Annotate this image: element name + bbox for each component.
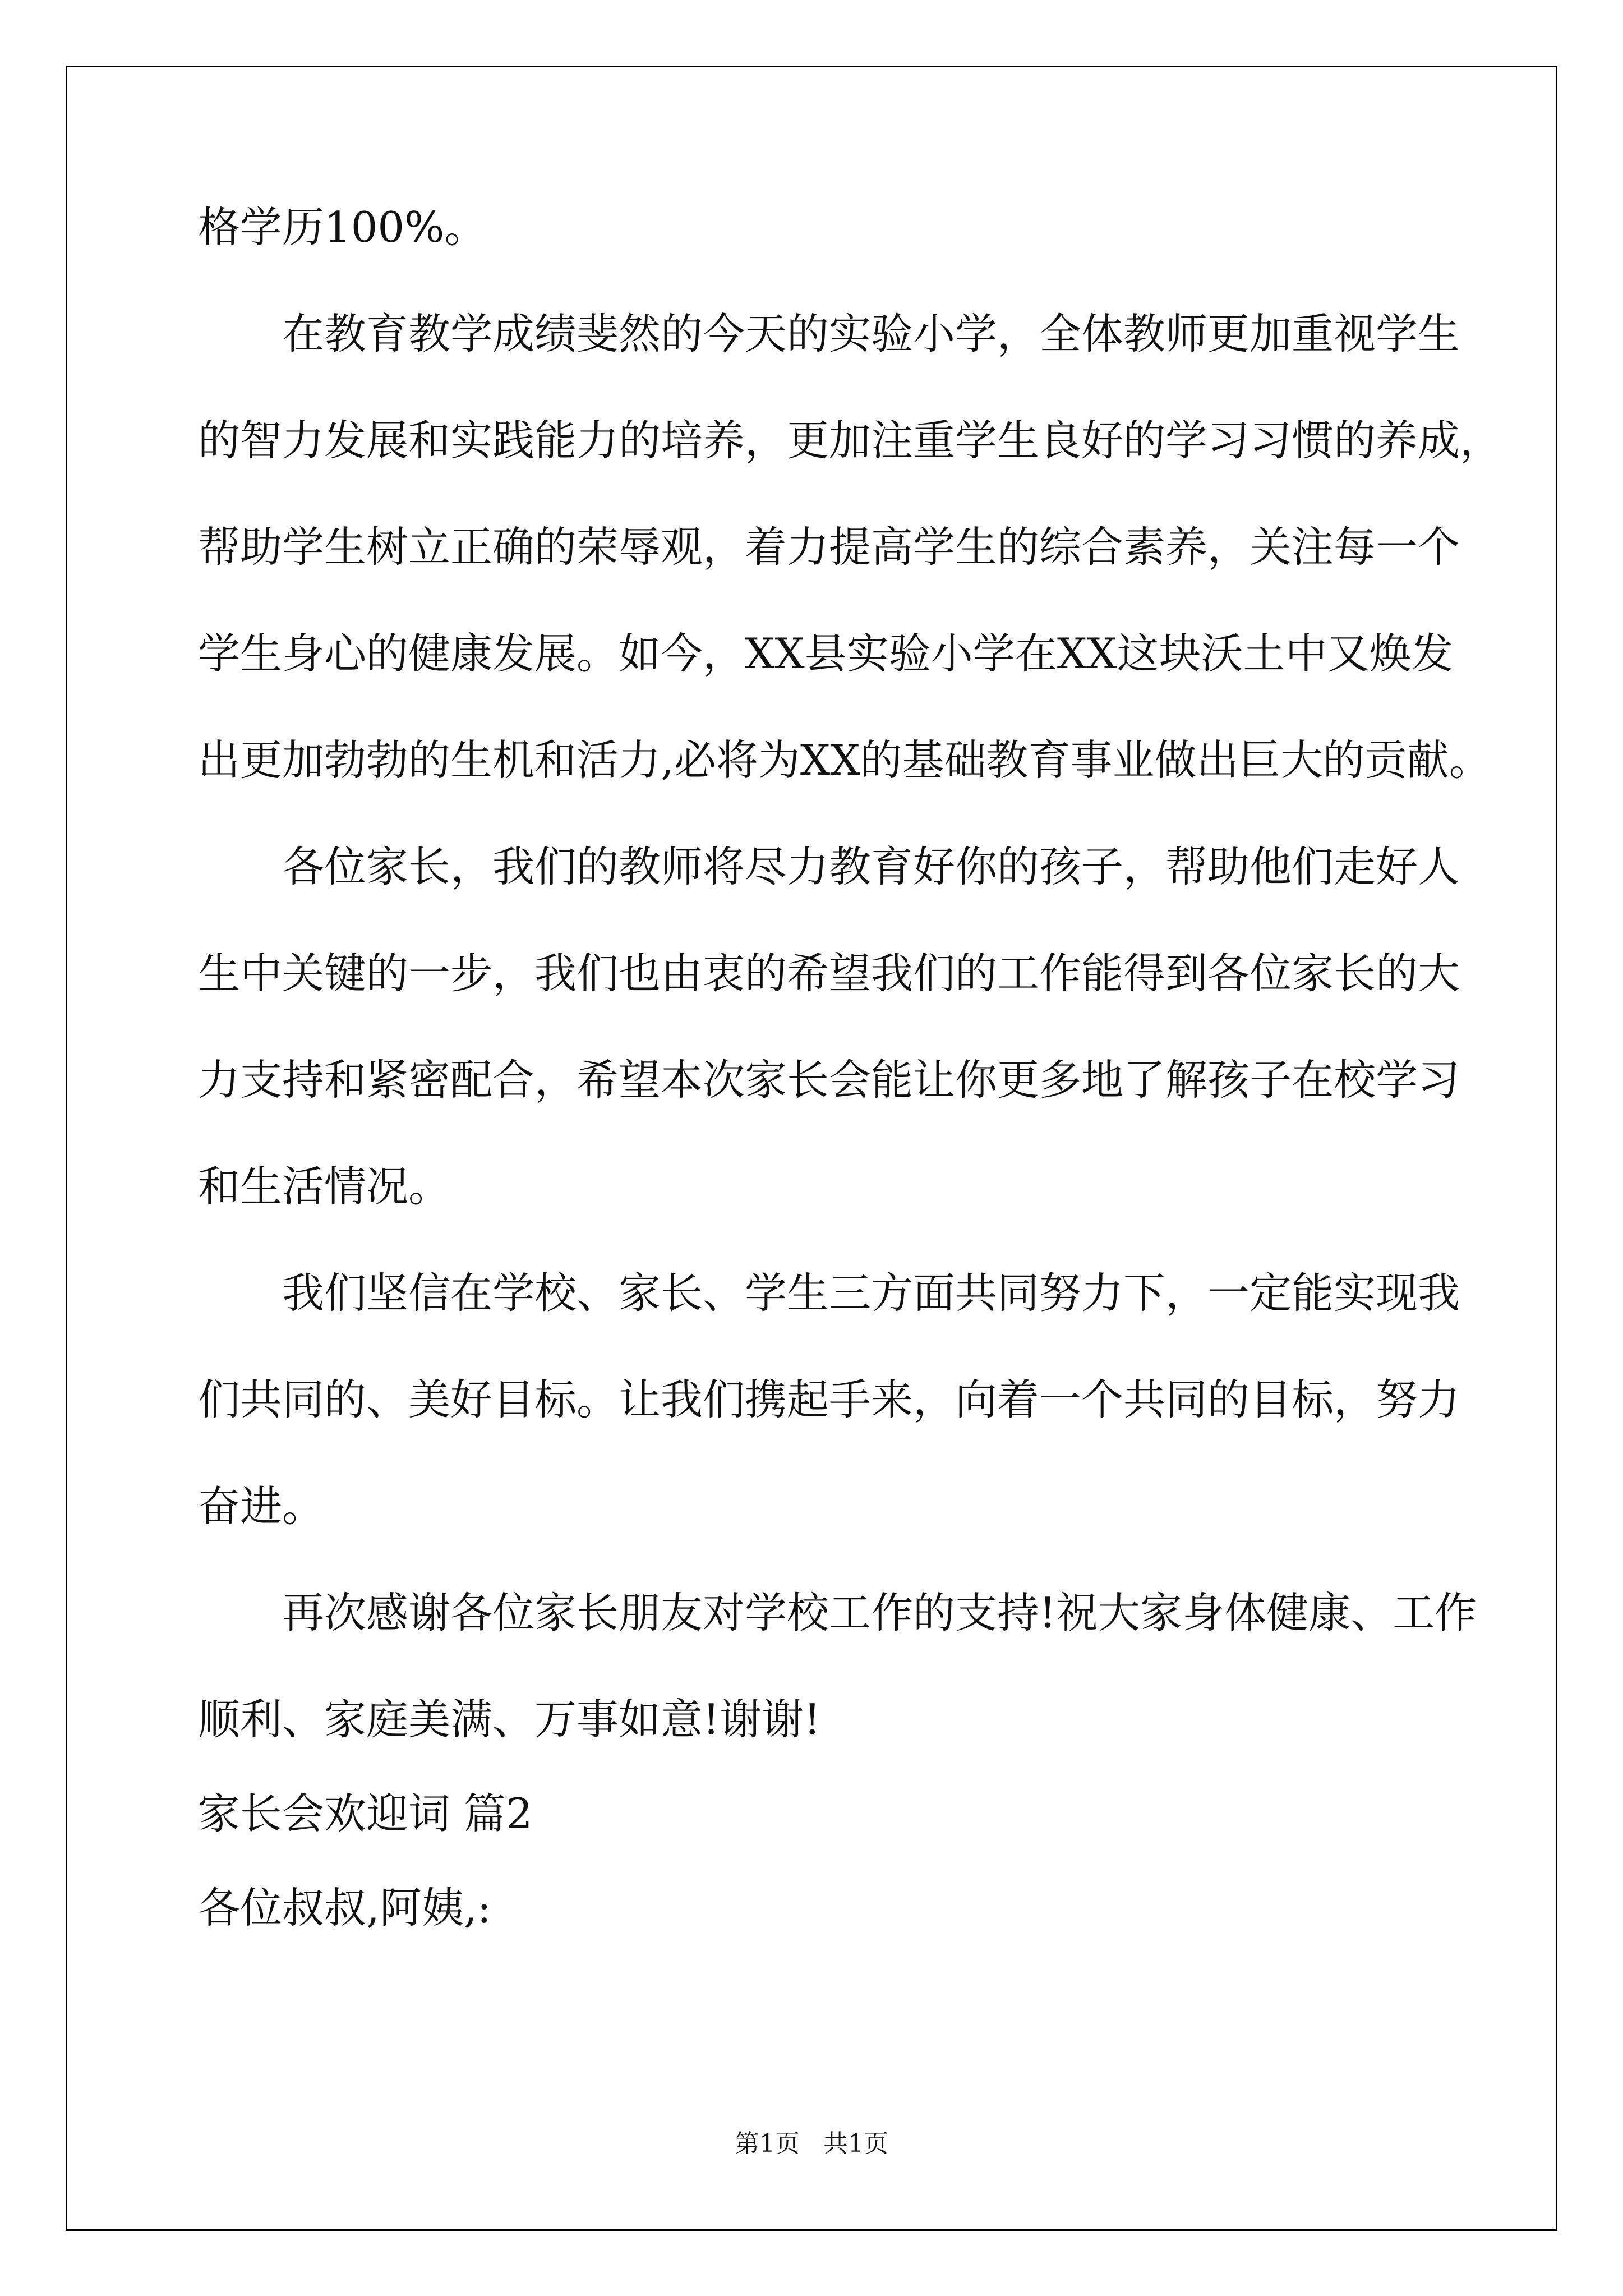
text-line: 奋进。 [198,1481,325,1531]
paragraph-start-line: 再次感谢各位家长朋友对学校工作的支持!祝大家身体健康、工作 [282,1588,1477,1637]
page-number-footer: 第1页 共1页 [735,2129,888,2158]
text-line: 的智力发展和实践能力的培养，更加注重学生良好的学习习惯的养成， [198,416,1502,465]
text-line: 帮助学生树立正确的荣辱观，着力提高学生的综合素养，关注每一个 [198,522,1460,572]
text-line: 们共同的、美好目标。让我们携起手来，向着一个共同的目标，努力 [198,1375,1460,1424]
text-line: 学生身心的健康发展。如今，XX县实验小学在XX这块沃土中又焕发 [198,629,1454,678]
text-line: 格学历100%。 [198,203,487,252]
text-line: 顺利、家庭美满、万事如意!谢谢! [198,1695,821,1744]
paragraph-start-line: 我们坚信在学校、家长、学生三方面共同努力下，一定能实现我 [282,1268,1460,1318]
text-line: 出更加勃勃的生机和活力,必将为XX的基础教育事业做出巨大的贡献。 [198,735,1491,785]
paragraph-start-line: 各位家长，我们的教师将尽力教育好你的孩子，帮助他们走好人 [282,842,1460,891]
text-line: 生中关键的一步，我们也由衷的希望我们的工作能得到各位家长的大 [198,949,1460,998]
section-heading: 家长会欢迎词 篇2 [198,1789,533,1838]
document-body [198,199,1502,1986]
text-line: 和生活情况。 [198,1162,451,1211]
paragraph-start-line: 在教育教学成绩斐然的今天的实验小学，全体教师更加重视学生 [282,309,1460,358]
text-line: 力支持和紧密配合，希望本次家长会能让你更多地了解孩子在校学习 [198,1055,1460,1105]
salutation-line: 各位叔叔,阿姨,: [198,1883,491,1932]
